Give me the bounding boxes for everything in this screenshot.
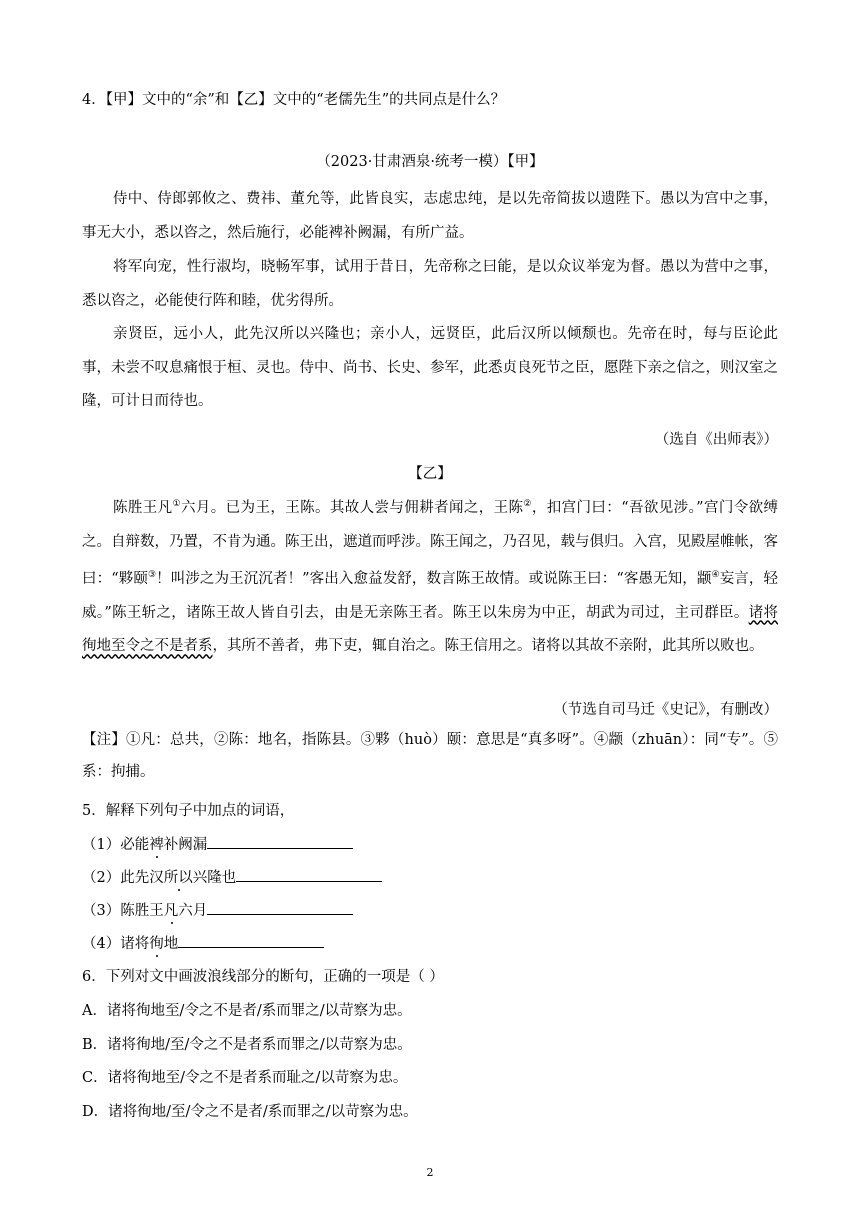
footnote-marker: ④ (711, 570, 720, 581)
yi-text-segment: 陈胜王凡 (113, 499, 173, 516)
yi-text-segment: ，扣宫门曰：“吾欲见涉。”宫门令欲缚之。自辩数，乃置，不肯为通。陈王出，遮道而呼涉。陈王闻之，乃召见，载与俱归。入宫，见殿屋帷帐，客曰：“夥颐 (82, 499, 779, 588)
answer-blank[interactable] (178, 933, 324, 948)
jia-paragraph-1: 侍中、侍郎郭攸之、费祎、董允等，此皆良实，志虑忠纯，是以先帝简拔以遗陛下。愚以为宫中之事，事无大小，悉以咨之，然后施行，必能裨补阙漏，有所广益。 (82, 191, 778, 241)
question-5-item-2 (82, 867, 382, 888)
jia-paragraph-2: 将军向宠，性行淑均，晓畅军事，试用于昔日，先帝称之曰能，是以众议举宠为督。愚以为营中之事，悉以咨之，必能使行阵和睦，优劣得所。 (82, 259, 778, 309)
yi-text-segment: 六月。已为王，王陈。其故人尝与佣耕者闻之，王陈 (181, 499, 524, 516)
yi-text-segment: 妄言，轻威。”陈王斩之，诸陈王故人皆自引去，由是无亲陈王者。陈王以朱房为中正，胡武为司过，主司群臣。 (82, 571, 779, 621)
footnote-marker: ① (172, 499, 182, 509)
question-6-stem: 6．下列对文中画波浪线部分的断句，正确的一项是（ ） (82, 969, 444, 985)
item-text: （1）必能 (82, 837, 150, 853)
question-5-item-1 (82, 834, 353, 855)
annotation-note: 【注】①凡：总共，②陈：地名，指陈县。③夥（huò）颐：意思是“真多呀”。④颛（zhuān）：同“专”。⑤系：拘捕。 (82, 732, 778, 780)
answer-blank[interactable] (207, 900, 353, 915)
dotted-word: 徇 (149, 936, 164, 952)
footnote-marker: ② (523, 499, 532, 509)
item-text: 地 (163, 936, 179, 952)
question-6-option-d[interactable]: D．诸将徇地/至/令之不是者/系而罪之/以苛察为忠。 (82, 1104, 418, 1120)
item-text: 补阙漏 (163, 837, 208, 853)
question-5-item-4 (82, 933, 324, 954)
jia-source: （选自《出师表》） (654, 432, 778, 448)
question-5-stem: 5．解释下列句子中加点的词语， (82, 803, 295, 819)
yi-text-segment: ，其所不善者，弗下吏，辄自治之。陈王信用之。诸将以其故不亲附，此其所以败也。 (212, 638, 764, 655)
question-4: 4．【甲】文中的“余”和【乙】文中的“老儒先生”的共同点是什么？ (82, 92, 506, 108)
item-text: 六月 (178, 903, 208, 919)
answer-blank[interactable] (207, 834, 353, 849)
item-text: （3）陈胜王 (82, 903, 164, 919)
yi-source: （节选自司马迁《史记》，有删改） (553, 702, 778, 718)
yi-text-segment: ！叫涉之为王沉沉者！”客出入愈益发舒，数言陈王故情。或说陈王曰：“客愚无知，颛 (156, 571, 712, 588)
dotted-word: 裨 (149, 837, 164, 853)
dotted-word: 凡 (163, 903, 179, 919)
dotted-word: 所以 (163, 870, 193, 886)
question-5-item-3 (82, 900, 353, 921)
footnote-marker: ③ (147, 570, 157, 581)
question-6-option-c[interactable]: C．诸将徇地至/令之不是者系而耻之/以苛察为忠。 (82, 1070, 408, 1086)
jia-paragraph-3: 亲贤臣，远小人，此先汉所以兴隆也；亲小人，远贤臣，此后汉所以倾颓也。先帝在时，每与臣论此事，未尝不叹息痛恨于桓、灵也。侍中、尚书、长史、参军，此悉贞良死节之臣，愿陛下亲之信之，则汉室之隆，可计日而待也。 (82, 326, 778, 410)
question-6-option-a[interactable]: A．诸将徇地至/令之不是者/系而罪之/以苛察为忠。 (82, 1003, 412, 1019)
yi-title: 【乙】 (408, 466, 452, 482)
question-6-option-b[interactable]: B．诸将徇地/至/令之不是者系而罪之/以苛察为忠。 (82, 1037, 412, 1053)
item-text: （2）此先汉 (82, 870, 164, 886)
wavy-underlined-sentence: 诸将徇地至令之不是者系 (82, 604, 778, 655)
source-line: （2023·甘肃酒泉·统考一模）【甲】 (316, 154, 544, 170)
answer-blank[interactable] (236, 867, 382, 882)
yi-paragraph (82, 488, 778, 664)
item-text: （4）诸将 (82, 936, 150, 952)
item-text: 兴隆也 (192, 870, 237, 886)
page-number: 2 (426, 1166, 434, 1179)
